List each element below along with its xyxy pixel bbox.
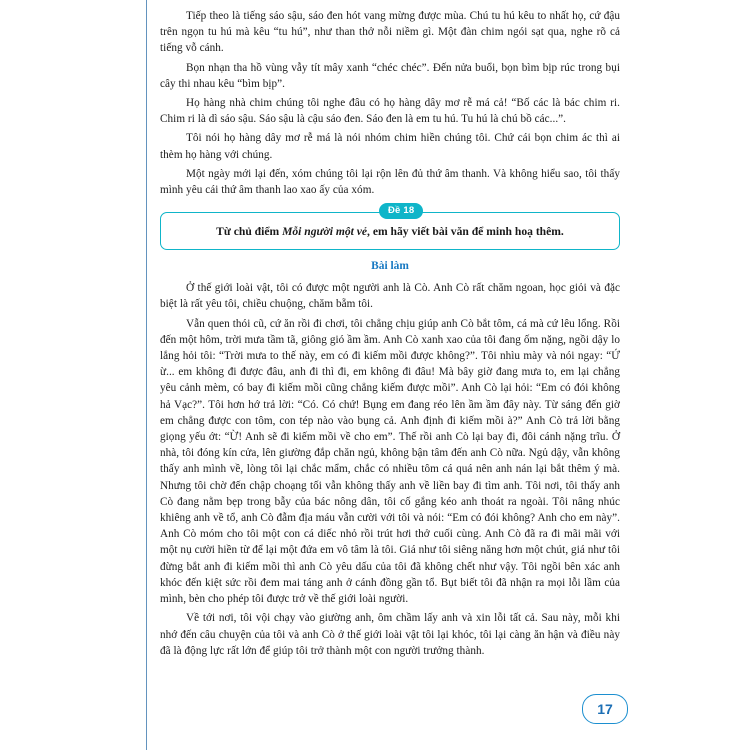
prompt-prefix: Từ chủ điểm xyxy=(216,225,283,239)
essay-body xyxy=(160,280,620,659)
exercise-prompt xyxy=(160,205,620,250)
page-left-rule xyxy=(146,0,147,750)
exercise-badge: Đề 18 xyxy=(379,203,423,219)
paragraph: Họ hàng nhà chim chúng tôi nghe đâu có họ hàng dây mơ rễ má cả! “Bố các là bác chim ri. Chim ri là dì sáo sậu. Sáo sậu là cậu sáo đen. Sáo đen là em tu hú. Tu hú là chú bồ các...”. xyxy=(160,97,620,126)
paragraph: Ở thế giới loài vật, tôi có được một người anh là Cò. Anh Cò rất chăm ngoan, học giỏi và đặc biệt là rất yêu tôi, chiều chuộng, chăm bẵm tôi. xyxy=(160,282,620,311)
paragraph: Tôi nói họ hàng dây mơ rễ má là nói nhóm chim hiền chúng tôi. Chứ cái bọn chim ác thì ai thèm họ hàng với chúng. xyxy=(160,132,620,161)
paragraph: Tiếp theo là tiếng sáo sậu, sáo đen hót vang mừng được mùa. Chú tu hú kêu to nhất họ, cứ đậu trên ngọn tu hú mà kêu “tu hú”, như than thở nỗi niềm gì. Một đàn chim ngói sạt qua, nghe rõ cả tiếng vỗ cánh. xyxy=(160,10,620,55)
exercise-prompt-text xyxy=(173,224,607,239)
prompt-suffix: , em hãy viết bài văn để minh hoạ thêm. xyxy=(367,225,564,239)
top-section xyxy=(160,8,620,198)
paragraph: Về tới nơi, tôi vội chạy vào giường anh, ôm chầm lấy anh và xin lỗi tất cả. Sau này, mỗi khi nhớ đến câu chuyện của tôi và anh Cò ở thế giới loài vật tôi lại khóc, tôi lại càng ăn hận và điều này đã là động lực rất lớn để giúp tôi trở thành một con người trưởng thành. xyxy=(160,612,620,657)
paragraph: Bọn nhạn tha hồ vùng vẫy tít mây xanh “chéc chéc”. Đến nửa buổi, bọn bìm bịp rúc trong bụi cây thi nhau kêu “bìm bịp”. xyxy=(160,61,620,90)
page-number: 17 xyxy=(582,694,628,724)
prompt-theme: Mỗi người một vẻ xyxy=(282,225,368,239)
section-label-bailam: Bài làm xyxy=(371,260,409,273)
page-content xyxy=(160,8,620,662)
paragraph: Một ngày mới lại đến, xóm chúng tôi lại rộn lên đủ thứ âm thanh. Và không hiểu sao, tôi thấy mình yêu cái thứ âm thanh lao xao ấy của xóm. xyxy=(160,167,620,197)
paragraph: Vẫn quen thói cũ, cứ ăn rồi đi chơi, tôi chẳng chịu giúp anh Cò bắt tôm, cá mà cứ lêu lổng. Rồi đến một hôm, trời mưa tầm tã, giông gió ầm ầm. Anh Cò xanh xao của tôi đang ốm nặng, ngồi dậy lo lắng hỏi tôi: “Trời mưa to thế này, em có đi kiếm mồi được không?”. Tôi nhìu mày và nói ngay: “Ứ ừ... em không đi được đâu, anh đi thì đi, em không đi đâu! Mà bây giờ đang mưa to, em lại chẳng yêu cảnh mèm, có bay đi kiếm mồi cũng chẳng kiếm được mồi”. Anh Cò lại hỏi: “Em có đói không hả Vạc?”. Tôi hơn hớ trả lời: “Có. Có chứ! Bụng em đang réo lên ầm ầm đây này. Từ sáng đến giờ em chẳng được con tôm, con tép nào vào bụng cả. Anh định đi kiếm mồi à?” Anh Cò trả lời bằng giọng yếu ớt: “Ừ! Anh sẽ đi kiếm mồi về cho em”. Thế rồi anh Cò lại bay đi, đôi cánh nặng trĩu. Ở nhà, tôi đóng kín cửa, lên giường đắp chăn ngủ, không bận tâm đến anh Cò nữa. Ngủ dậy, vẫn không thấy anh mình về, lòng tôi lại chắc mẩm, chắc có nhiều tôm cá quá nên anh nán lại bắt thêm ý mà. Nhưng tôi chờ đến chập choạng tối vẫn không thấy anh về liền bay đi tìm anh. Tôi nơi, tôi thấy anh Cò đang nằm bẹp trong bẫy của bác nông dân, tôi cố gắng kéo anh thoát ra ngoài. Tôi nâng nhúc khiêng anh về tổ, anh Cò đẫm địa máu vẫn cười với tôi và nói: “Em có đói không? Anh cho em này”. Anh Cò móm cho tôi một con cá diếc nhỏ rồi trút hơi thở cuối cùng. Anh Cò đã ra đi mãi mãi với một nụ cười hiền từ để lại một đứa em vô tâm là tôi. Giá như tôi siêng năng hơn một chút, giá như tôi đừng bắt anh đi kiếm mồi thì anh Cò yêu dấu của tôi đã không chết như vậy. Tôi ngồi bên xác anh khóc đến kiệt sức rồi đem mai táng anh ở cánh đồng gần tổ. Bụt biết tôi đã nhận ra mọi lỗi lầm của mình, bèn cho phép tôi được trở về thế giới loài người. xyxy=(160,317,620,606)
